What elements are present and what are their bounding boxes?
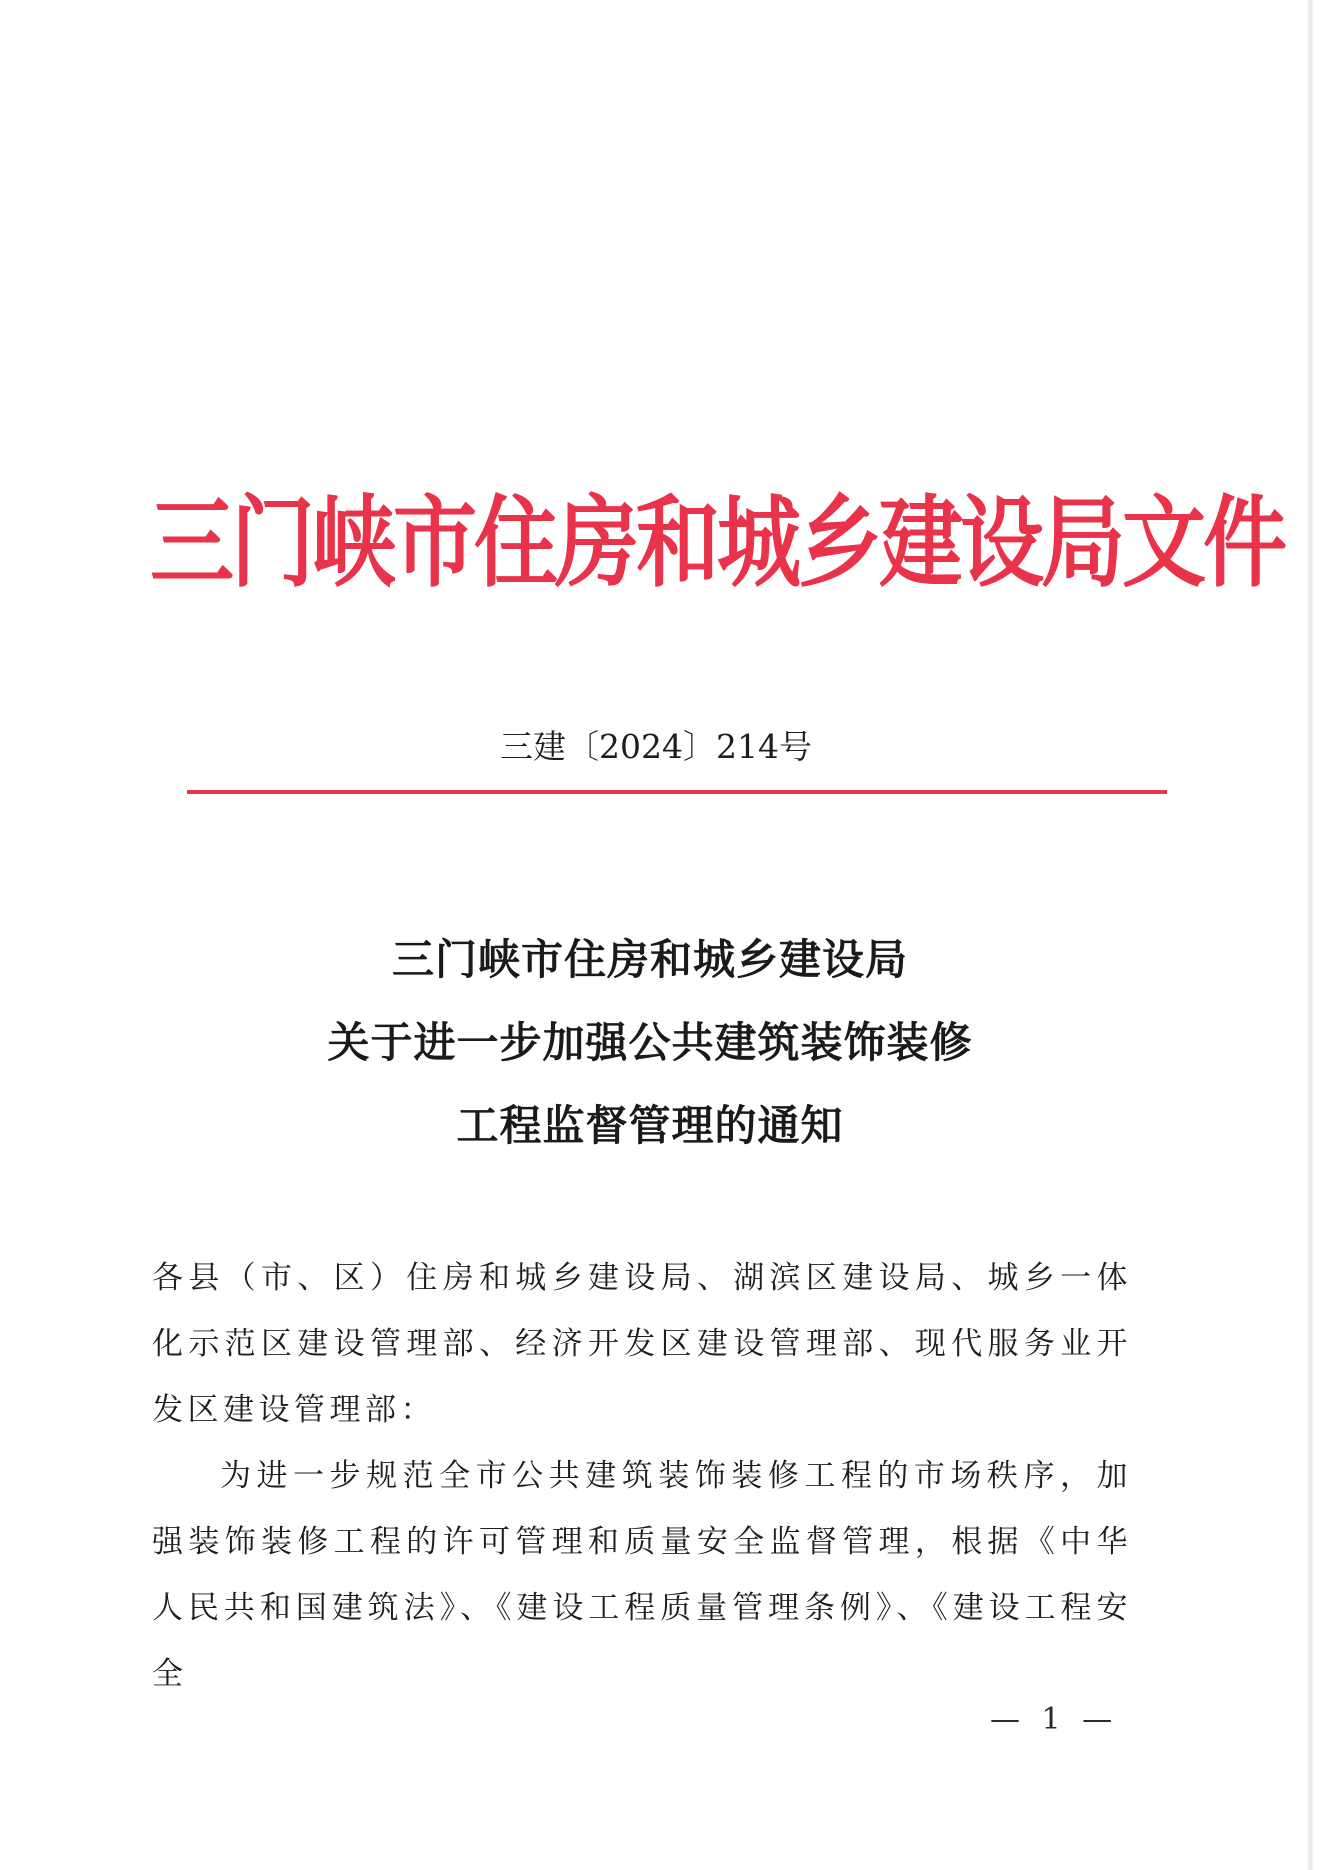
title-line-3: 工程监督管理的通知 xyxy=(456,1101,844,1150)
scan-edge-shadow xyxy=(1307,0,1313,1870)
document-title xyxy=(150,918,1150,1167)
title-line-1: 三门峡市住房和城乡建设局 xyxy=(391,935,908,984)
page-number: — 1 — xyxy=(990,1702,1119,1737)
masthead-title: 三门峡市住房和城乡建设局文件 xyxy=(150,485,1285,601)
document-number: 三建〔2024〕214号 xyxy=(500,727,812,766)
red-divider-line xyxy=(187,790,1167,794)
body-paragraph: 为进一步规范全市公共建筑装饰装修工程的市场秩序，加强装饰装修工程的许可管理和质量安全监督管理，根据《中华人民共和国建筑法》、《建设工程质量管理条例》、《建设工程安全 xyxy=(152,1458,1132,1692)
addressees-paragraph: 各县（市、区）住房和城乡建设局、湖滨区建设局、城乡一体化示范区建设管理部、经济开发区建设管理部、现代服务业开发区建设管理部： xyxy=(152,1260,1132,1428)
document-body xyxy=(152,1245,1132,1707)
title-line-2: 关于进一步加强公共建筑装饰装修 xyxy=(327,1018,973,1067)
